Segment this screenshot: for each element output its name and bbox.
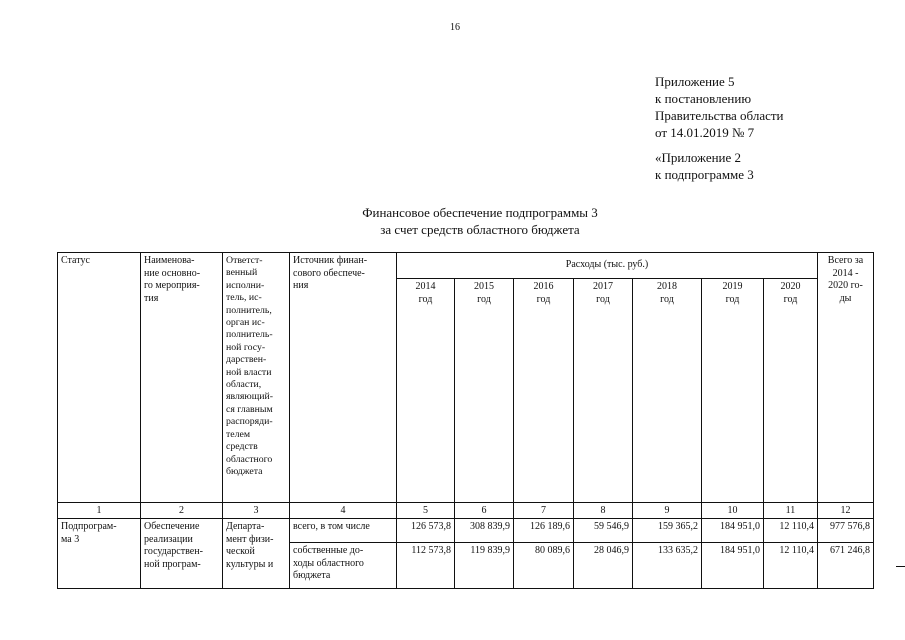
appendix-line: к постановлению [655,91,752,106]
row-status: Подпрограм- ма 3 [58,519,141,589]
margin-mark [896,566,905,567]
appendix-block [655,73,784,183]
value-cell: 184 951,0 [702,543,764,589]
header-expenses: Расходы (тыс. руб.) [397,253,818,279]
column-number: 10 [702,503,764,519]
appendix-line: Приложение 5 [655,74,735,89]
appendix-subline: «Приложение 2 [655,150,742,165]
document-title [250,204,710,238]
header-source: Источник финан- сового обеспече- ния [290,253,397,503]
row-event: Обеспечение реализации государствен- ной програм- [141,519,223,589]
value-cell: 159 365,2 [633,519,702,543]
value-cell: 12 110,4 [764,543,818,589]
appendix-line: от 14.01.2019 № 7 [655,125,755,140]
appendix-line: Правительства области [655,108,784,123]
value-cell: 308 839,9 [455,519,514,543]
column-number-row [58,503,874,519]
table-row [58,519,874,543]
value-cell: 59 546,9 [574,519,633,543]
value-cell: 28 046,9 [574,543,633,589]
value-cell: 80 089,6 [514,543,574,589]
column-number: 1 [58,503,141,519]
column-number: 4 [290,503,397,519]
header-year: 2018 год [633,279,702,503]
header-year: 2020 год [764,279,818,503]
header-year: 2019 год [702,279,764,503]
column-number: 7 [514,503,574,519]
financing-table [57,252,874,589]
source-label: собственные до- ходы областного бюджета [290,543,397,589]
row-executor: Департа- мент физи- ческой культуры и [223,519,290,589]
header-year: 2016 год [514,279,574,503]
header-event: Наименова- ние основно- го мероприя- тия [141,253,223,503]
column-number: 9 [633,503,702,519]
header-year: 2017 год [574,279,633,503]
title-line-1: Финансовое обеспечение подпрограммы 3 [362,205,598,220]
header-year: 2014 год [397,279,455,503]
value-cell: 184 951,0 [702,519,764,543]
column-number: 8 [574,503,633,519]
column-number: 2 [141,503,223,519]
value-cell: 126 573,8 [397,519,455,543]
column-number: 11 [764,503,818,519]
total-cell: 671 246,8 [818,543,874,589]
value-cell: 119 839,9 [455,543,514,589]
column-number: 6 [455,503,514,519]
header-status: Статус [58,253,141,503]
value-cell: 133 635,2 [633,543,702,589]
source-label: всего, в том числе [290,519,397,543]
column-number: 5 [397,503,455,519]
title-line-2: за счет средств областного бюджета [380,222,580,237]
value-cell: 112 573,8 [397,543,455,589]
value-cell: 12 110,4 [764,519,818,543]
value-cell: 126 189,6 [514,519,574,543]
total-cell: 977 576,8 [818,519,874,543]
appendix-subline: к подпрограмме 3 [655,167,754,182]
header-executor: Ответст- венный исполни- тель, ис- полнитель, орган ис- полнитель- ной госу- дарствен- ной власти области, являющий- ся главным распоряди- телем средств областного бюджета [223,253,290,503]
header-year: 2015 год [455,279,514,503]
header-total: Всего за 2014 - 2020 го- ды [818,253,874,503]
page-number: 16 [450,22,460,33]
column-number: 3 [223,503,290,519]
column-number: 12 [818,503,874,519]
